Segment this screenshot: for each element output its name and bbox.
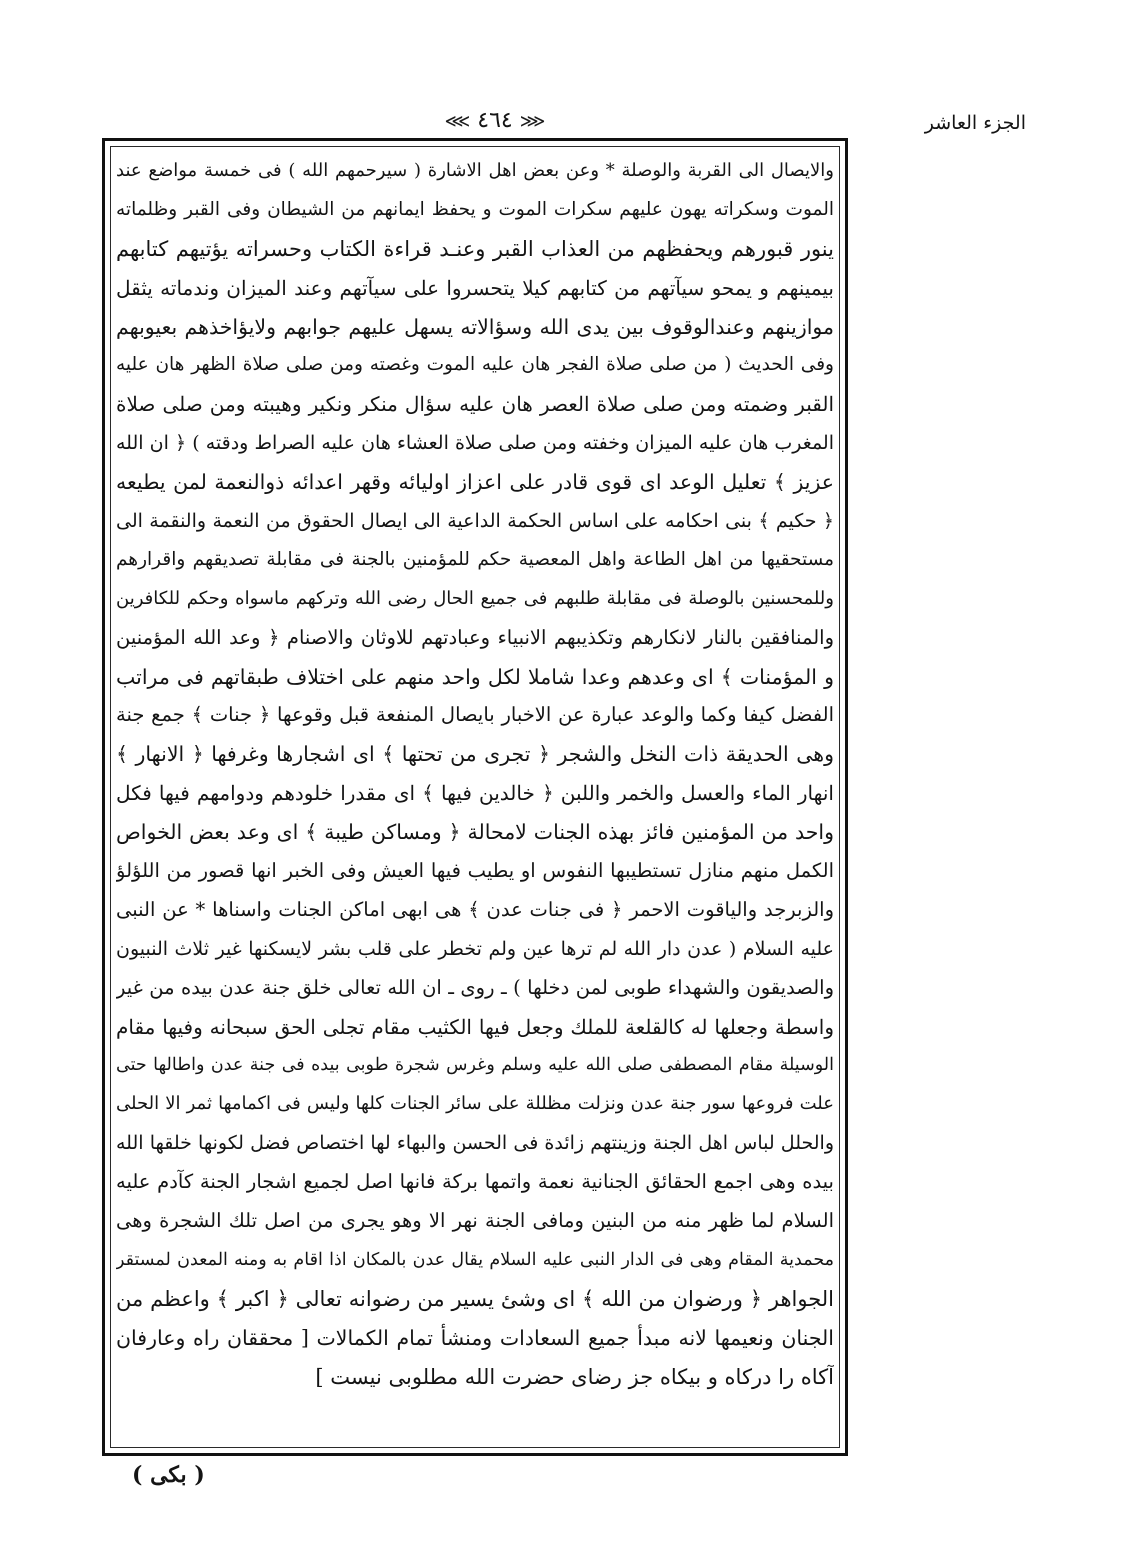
catchword: ( بكى ) — [132, 1462, 205, 1488]
ornament-left-icon: ⋘ — [444, 111, 471, 132]
text-line: بيده وهى اجمع الحقائق الجنانية نعمة واتمها بركة فانها اصل لجميع اشجار الجنة كآدم عليه — [116, 1170, 834, 1194]
text-line: عزيز ﴾ تعليل الوعد اى قوى قادر على اعزاز اوليائه وقهر اعدائه ذوالنعمة لمن يطيعه — [116, 470, 834, 495]
text-line: وفى الحديث ( من صلى صلاة الفجر هان عليه الموت وغصته ومن صلى صلاة الظهر هان عليه — [116, 354, 834, 376]
text-line: محمدية المقام وهى فى الدار النبى عليه السلام يقال عدن بالمكان اذا اقام به ومنه المعدن لمستقر — [116, 1249, 834, 1270]
page-number: ٤٦٤ — [477, 108, 513, 133]
ornament-right-icon: ⋙ — [519, 111, 546, 132]
text-line: والحلل لباس اهل الجنة وزينتهم زائدة فى الحسن والبهاء لها اختصاص فضل لكونها خلقها الله — [116, 1132, 834, 1155]
text-line: الجنان ونعيمها لانه مبدأ جميع السعادات ومنشأ تمام الكمالات [ محققان راه وعارفان — [116, 1325, 834, 1350]
text-line: موازينهم وعندالوقوف بين يدى الله وسؤالاته يسهل عليهم جوابهم ولايؤاخذهم بعيوبهم — [116, 314, 834, 339]
text-line: الموت وسكراته يهون عليهم سكرات الموت و يحفظ ايمانهم من الشيطان وفى القبر وظلماته — [116, 198, 834, 220]
text-line: واسطة وجعلها له كالقلعة للملك وجعل فيها الكثيب مقام تجلى الحق سبحانه وفيها مقام — [116, 1014, 834, 1039]
text-line: عليه السلام ( عدن دار الله لم ترها عين ولم تخطر على قلب بشر لايسكنها غير ثلاث النبيون — [116, 937, 834, 960]
text-line: والمنافقين بالنار لانكارهم وتكذيبهم الانبياء وعبادتهم للاوثان والاصنام ﴿ وعد الله المؤمنين — [116, 625, 834, 649]
text-line: والزبرجد والياقوت الاحمر ﴿ فى جنات عدن ﴾ هى ابهى اماكن الجنات واسناها * عن النبى — [116, 897, 834, 921]
text-line: مستحقيها من اهل الطاعة واهل المعصية حكم للمؤمنين بالجنة فى مقابلة تصديقهم واقرارهم — [116, 548, 834, 570]
text-line: علت فروعها سور جنة عدن ونزلت مظللة على سائر الجنات كلها وليس فى اكمامها ثمر الا الحلى — [116, 1093, 834, 1115]
text-line: المغرب هان عليه الميزان وخفته ومن صلى صلاة العشاء هان عليه الصراط ودقته ) ﴿ ان الله — [116, 432, 834, 455]
text-line: و المؤمنات ﴾ اى وعدهم وعدا شاملا لكل واحد منهم على اختلاف طبقاتهم فى مراتب — [116, 664, 834, 689]
text-line: وهى الحديقة ذات النخل والشجر ﴿ تجرى من تحتها ﴾ اى اشجارها وغرفها ﴿ الانهار ﴾ — [116, 742, 834, 767]
part-label: الجزء العاشر — [924, 112, 1026, 134]
page-header — [104, 102, 1026, 142]
text-line: بيمينهم و يمحو سيآتهم من كتابهم كيلا يتحسروا على سيآتهم وعند الميزان وندماته يثقل — [116, 275, 834, 300]
text-line: وللمحسنين بالوصلة فى مقابلة طلبهم فى جميع الحال رضى الله وتركهم ماسواه وحكم للكافرين — [116, 587, 834, 609]
text-line: السلام لما ظهر منه من البنين ومافى الجنة نهر الا وهو يجرى من اصل تلك الشجرة وهى — [116, 1209, 834, 1233]
text-line: ينور قبورهم ويحفظهم من العذاب القبر وعنـد قراءة الكتاب وحسراته يؤتيهم كتابهم — [116, 236, 834, 261]
text-line: آكاه را دركاه و بيكاه جز رضاى حضرت الله مطلوبى نيست ] — [315, 1364, 834, 1389]
text-line: واحد من المؤمنين فائز بهذه الجنات لامحالة ﴿ ومساكن طيبة ﴾ اى وعد بعض الخواص — [116, 820, 834, 845]
text-line: الكمل منهم منازل تستطيبها النفوس او يطيب فيها العيش وفى الخبر انها قصور من اللؤلؤ — [116, 859, 834, 883]
text-line: الوسيلة مقام المصطفى صلى الله عليه وسلم وغرس شجرة طوبى بيده فى جنة عدن واطالها حتى — [116, 1055, 834, 1076]
text-line: والصديقون والشهداء طوبى لمن دخلها ) ـ روى ـ ان الله تعالى خلق جنة عدن بيده من غير — [116, 975, 834, 999]
text-line: الفضل كيفا وكما والوعد عبارة عن الاخبار بايصال المنفعة قبل وقوعها ﴿ جنات ﴾ جمع جنة — [116, 703, 834, 727]
text-line: الجواهر ﴿ ورضوان من الله ﴾ اى وشئ يسير من رضوانه تعالى ﴿ اكبر ﴾ واعظم من — [116, 1286, 834, 1311]
body-text — [116, 152, 834, 1397]
text-line: القبر وضمته ومن صلى صلاة العصر هان عليه سؤال منكر ونكير وهيبته ومن صلى صلاة — [116, 392, 834, 417]
page-number-group — [420, 108, 570, 133]
text-line: والايصال الى القربة والوصلة * وعن بعض اهل الاشارة ( سيرحمهم الله ) فى خمسة مواضع عند — [116, 160, 834, 181]
text-line: انهار الماء والعسل والخمر واللبن ﴿ خالدين فيها ﴾ اى مقدرا خلودهم ودوامهم فيها فكل — [116, 781, 834, 806]
text-line: ﴿ حكيم ﴾ بنى احكامه على اساس الحكمة الداعية الى ايصال الحقوق من النعمة والنقمة الى — [116, 510, 834, 533]
